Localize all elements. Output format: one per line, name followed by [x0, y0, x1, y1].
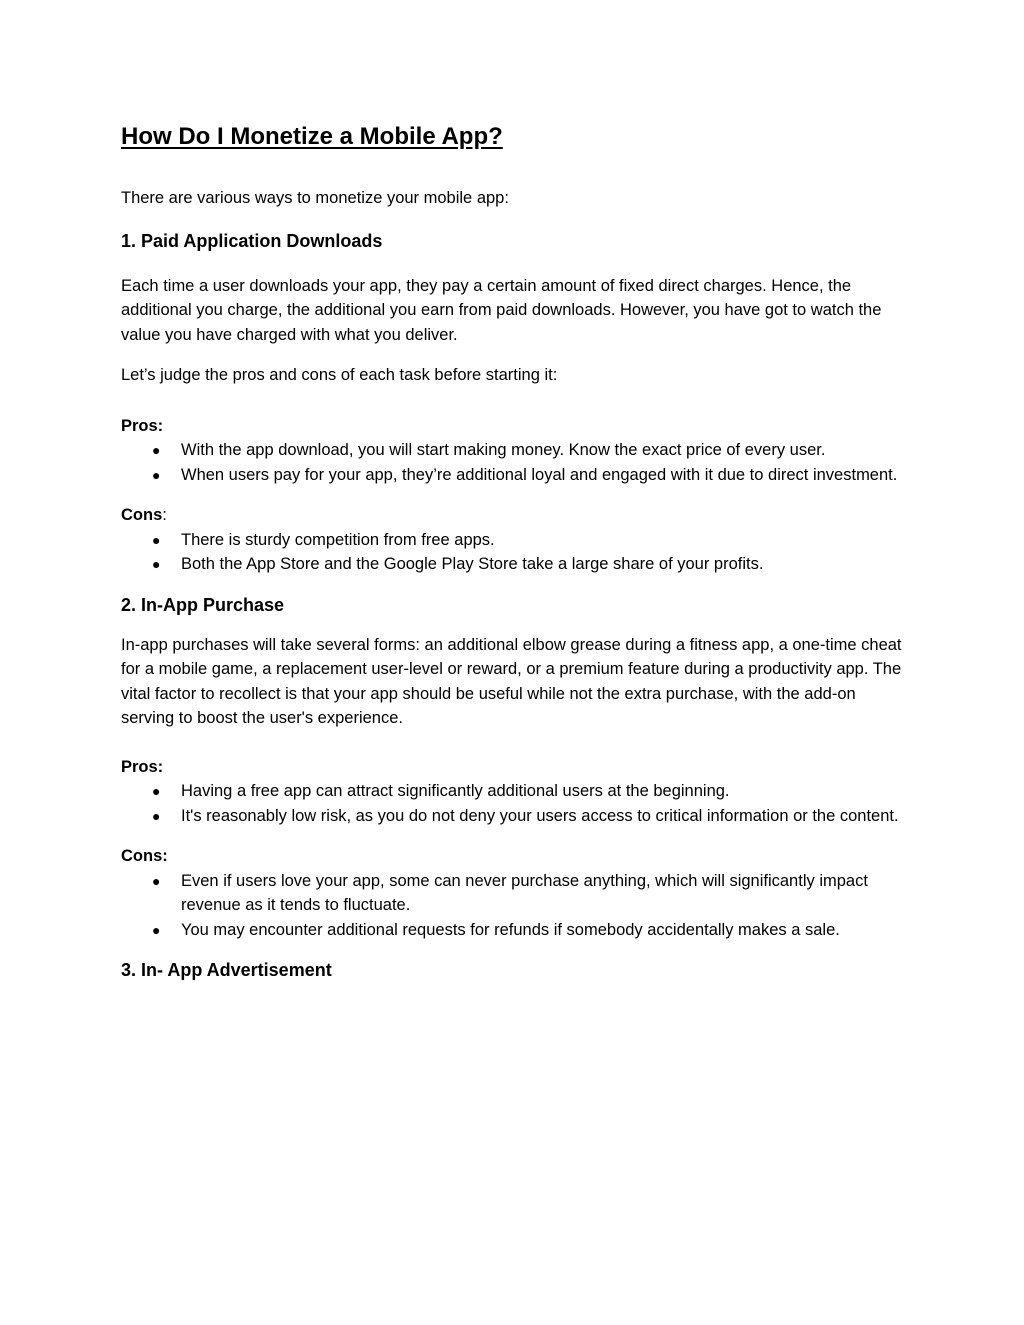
list-item [121, 552, 906, 577]
pros-cons-note: Let’s judge the pros and cons of each task before starting it: [121, 366, 558, 384]
bullet-icon: ● [152, 466, 161, 483]
list-item [121, 438, 906, 463]
cons-list [121, 528, 906, 577]
section-paragraph-paid-downloads: Each time a user downloads your app, they pay a certain amount of fixed direct charges. Hence, the additional you charge, the additional you earn from paid downloads. However, you have got to watch the value you have charged with what you deliver. [121, 276, 882, 344]
bullet-icon: ● [152, 783, 161, 799]
bullet-icon: ● [152, 442, 161, 458]
section-paragraph-in-app-purchase: In-app purchases will take several forms: an additional elbow grease during a fitness app, a one-time cheat for a mobile game, a replacement user-level or reward, or a premium feature during a productivity app. The vital factor to recollect is that your app should be useful while not the extra purchase, with the add-on serving to boost the user's experience. [121, 635, 902, 727]
pros-list [121, 438, 906, 487]
bullet-icon: ● [152, 921, 161, 938]
pros-label: Pros: [121, 757, 164, 776]
section-heading-in-app-purchase: 2. In-App Purchase [121, 594, 285, 615]
list-item [121, 528, 906, 553]
list-item-text: When users pay for your app, they’re additional loyal and engaged with it due to direct investment. [181, 465, 898, 484]
list-item [121, 779, 906, 804]
bullet-icon: ● [152, 807, 161, 824]
intro-paragraph: There are various ways to monetize your mobile app: [121, 189, 509, 207]
pros-list [121, 779, 906, 828]
bullet-icon: ● [152, 531, 161, 548]
section-heading-in-app-advertisement: 3. In- App Advertisement [121, 960, 332, 980]
cons-label: Cons: [121, 847, 168, 865]
list-item-text: With the app download, you will start making money. Know the exact price of every user. [181, 441, 826, 459]
page-title: How Do I Monetize a Mobile App? [121, 123, 503, 150]
list-item-text: You may encounter additional requests for refunds if somebody accidentally makes a sale. [181, 920, 840, 939]
document-body [121, 120, 906, 983]
bullet-icon: ● [152, 556, 161, 572]
list-item-text: Even if users love your app, some can never purchase anything, which will significantly impact revenue as it tends to fluctuate. [181, 871, 868, 914]
list-item [121, 463, 906, 488]
list-item [121, 869, 906, 918]
pros-label: Pros: [121, 416, 164, 435]
cons-list [121, 869, 906, 943]
section-heading-paid-downloads: 1. Paid Application Downloads [121, 230, 383, 251]
list-item [121, 918, 906, 943]
list-item [121, 804, 906, 829]
list-item-text: There is sturdy competition from free apps. [181, 530, 495, 549]
cons-label: Cons: [121, 506, 167, 524]
bullet-icon: ● [152, 872, 161, 889]
list-item-text: Both the App Store and the Google Play Store take a large share of your profits. [181, 555, 764, 573]
list-item-text: Having a free app can attract significantly additional users at the beginning. [181, 782, 730, 800]
list-item-text: It's reasonably low risk, as you do not deny your users access to critical information or the content. [181, 806, 899, 825]
